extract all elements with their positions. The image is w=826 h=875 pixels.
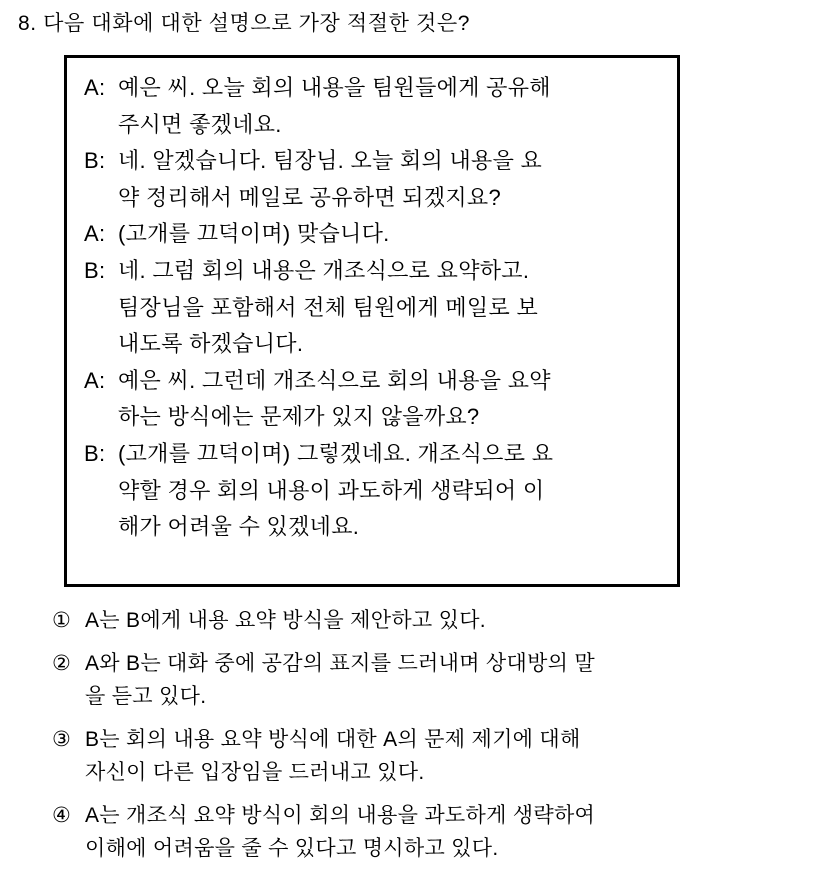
speaker-label: B:	[84, 257, 106, 283]
turn-lines	[118, 143, 665, 216]
choice-lines	[85, 647, 826, 713]
choice-line: 자신이 다른 입장임을 드러내고 있다.	[85, 761, 425, 784]
turn-line: 주시면 좋겠네요.	[118, 111, 282, 137]
choice-marker-4: ④	[52, 804, 72, 827]
choice-line: A는 개조식 요약 방식이 회의 내용을 과도하게 생략하여	[85, 804, 596, 827]
turn-line: 팀장님을 포함해서 전체 팀원에게 메일로 보	[118, 294, 538, 320]
choice-line: 을 듣고 있다.	[85, 685, 207, 708]
answer-choice-3[interactable]	[0, 723, 826, 789]
choice-line: 이해에 어려움을 줄 수 있다고 명시하고 있다.	[85, 837, 499, 860]
dialogue-turn	[84, 436, 665, 546]
turn-lines	[118, 363, 665, 436]
choice-marker-2: ②	[52, 652, 72, 675]
turn-line: 내도록 하겠습니다.	[118, 331, 304, 357]
dialogue-turn	[84, 363, 665, 436]
choice-line: B는 회의 내용 요약 방식에 대한 A의 문제 제기에 대해	[85, 728, 581, 751]
question-stem	[18, 10, 470, 38]
turn-line: 약할 경우 회의 내용이 과도하게 생략되어 이	[118, 477, 545, 503]
question-text: 다음 대화에 대한 설명으로 가장 적절한 것은?	[43, 12, 470, 35]
speaker-label: B:	[84, 148, 106, 174]
dialogue-turn	[84, 253, 665, 363]
turn-lines	[118, 216, 665, 253]
dialogue-turn-list	[84, 70, 665, 546]
dialogue-turn	[84, 216, 665, 253]
turn-lines	[118, 70, 665, 143]
choice-lines	[85, 799, 826, 865]
answer-choice-4[interactable]	[0, 799, 826, 865]
turn-line: 하는 방식에는 문제가 있지 않을까요?	[118, 404, 480, 430]
choice-line: A와 B는 대화 중에 공감의 표지를 드러내며 상대방의 말	[85, 652, 595, 675]
answer-choice-list	[0, 604, 826, 875]
choice-marker-1: ①	[52, 609, 72, 632]
turn-lines	[118, 253, 665, 363]
dialogue-box	[64, 55, 680, 587]
turn-line: (고개를 끄덕이며) 그렇겠네요. 개조식으로 요	[118, 440, 554, 466]
dialogue-turn	[84, 143, 665, 216]
choice-lines	[85, 604, 826, 637]
speaker-label: B:	[84, 440, 106, 466]
turn-line: 약 정리해서 메일로 공유하면 되겠지요?	[118, 184, 502, 210]
turn-line: 해가 어려울 수 있겠네요.	[118, 514, 360, 540]
turn-line: 예은 씨. 그런데 개조식으로 회의 내용을 요약	[118, 367, 551, 393]
answer-choice-1[interactable]	[0, 604, 826, 637]
turn-lines	[118, 436, 665, 546]
turn-line: (고개를 끄덕이며) 맞습니다.	[118, 221, 390, 247]
question-number: 8.	[18, 12, 37, 35]
dialogue-turn	[84, 70, 665, 143]
speaker-label: A:	[84, 367, 106, 393]
turn-line: 네. 알겠습니다. 팀장님. 오늘 회의 내용을 요	[118, 148, 543, 174]
turn-line: 네. 그럼 회의 내용은 개조식으로 요약하고.	[118, 257, 530, 283]
speaker-label: A:	[84, 75, 106, 100]
choice-line: A는 B에게 내용 요약 방식을 제안하고 있다.	[85, 609, 486, 632]
choice-marker-3: ③	[52, 728, 72, 751]
answer-choice-2[interactable]	[0, 647, 826, 713]
turn-line: 예은 씨. 오늘 회의 내용을 팀원들에게 공유해	[118, 75, 551, 100]
choice-lines	[85, 723, 826, 789]
speaker-label: A:	[84, 221, 106, 247]
